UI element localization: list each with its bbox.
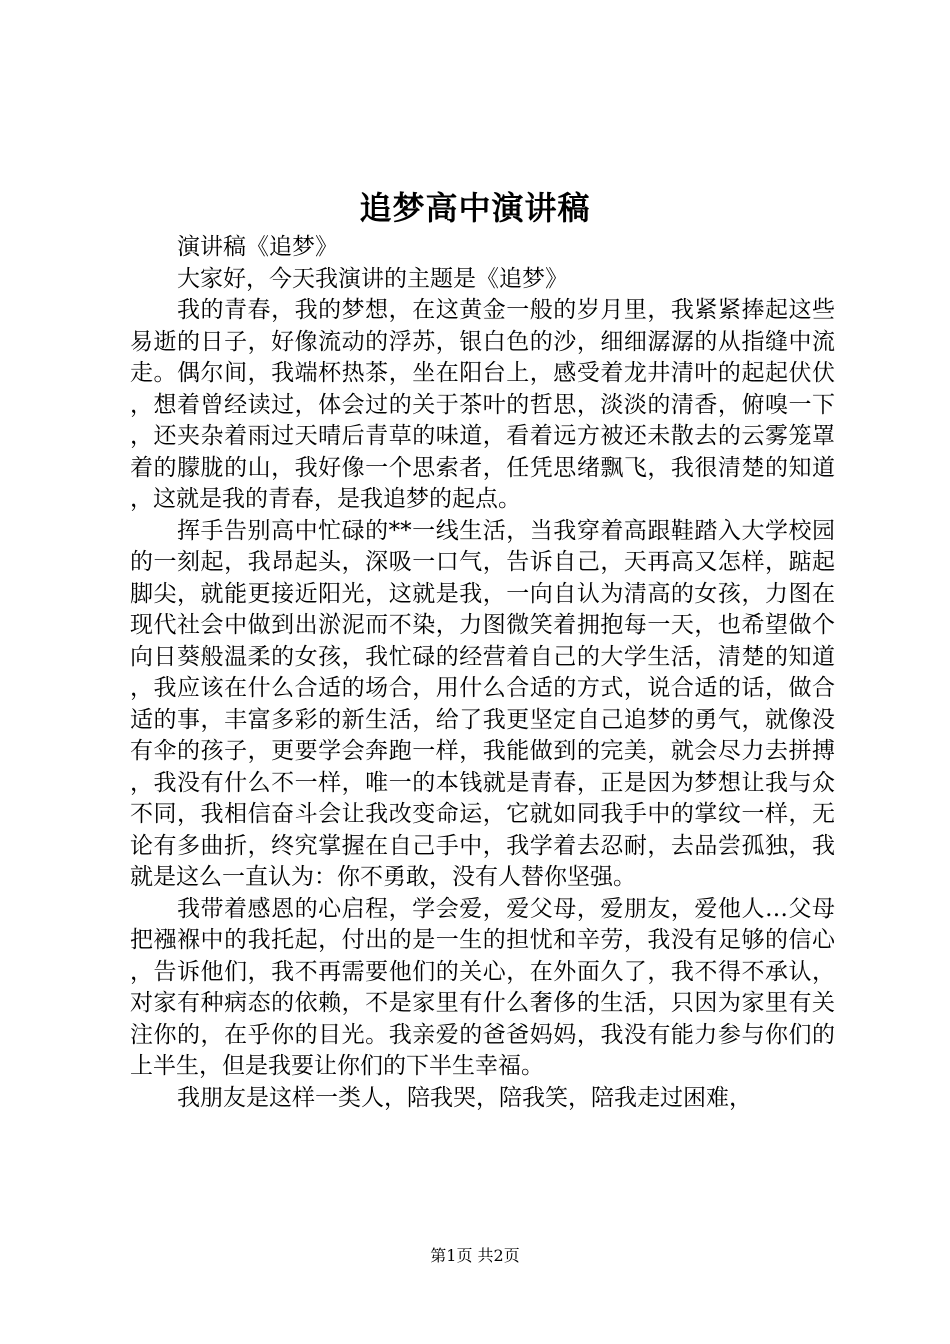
paragraph-subtitle: 演讲稿《追梦》 [177,234,338,260]
paragraph-college: 挥手告别高中忙碌的**一线生活，当我穿着高跟鞋踏入大学校园的一刻起，我昂起头，深吸一口气，告诉自己，天再高又怎样，踮起脚尖，就能更接近阳光，这就是我，一向自认为清高的女孩，力图在现代社会中做到出淤泥而不染，力图微笑着拥抱每一天，也希望做个向日葵般温柔的女孩，我忙碌的经营着自己的大学生活，清楚的知道，我应该在什么合适的场合，用什么合适的方式，说合适的话，做合适的事，丰富多彩的新生活，给了我更坚定自己追梦的勇气，就像没有伞的孩子，更要学会奔跑一样，我能做到的完美，就会尽力去拼搏，我没有什么不一样，唯一的本钱就是青春，正是因为梦想让我与众不同，我相信奋斗会让我改变命运，它就如同我手中的掌纹一样，无论有多曲折，终究掌握在自己手中，我学着去忍耐，去品尝孤独，我就是这么一直认为：你不勇敢，没有人替你坚强。 [130,517,835,890]
page-number: 第1页 共2页 [430,1246,520,1265]
paragraph-youth: 我的青春，我的梦想，在这黄金一般的岁月里，我紧紧捧起这些易逝的日子，好像流动的浮苏，银白色的沙，细细潺潺的从指缝中流走。偶尔间，我端杯热茶，坐在阳台上，感受着龙井清叶的起起伏伏，想着曾经读过，体会过的关于茶叶的哲思，淡淡的清香，俯嗅一下，还夹杂着雨过天晴后青草的味道，看着远方被还未散去的云雾笼罩着的朦胧的山，我好像一个思索者，任凭思绪飘飞，我很清楚的知道，这就是我的青春，是我追梦的起点。 [130,297,835,512]
paragraph-gratitude: 我带着感恩的心启程，学会爱，爱父母，爱朋友，爱他人…父母把襁褓中的我托起，付出的是一生的担忧和辛劳，我没有足够的信心，告诉他们，我不再需要他们的关心，在外面久了，我不得不承认，对家有种病态的依赖，不是家里有什么奢侈的生活，只因为家里有关注你的，在乎你的目光。我亲爱的爸爸妈妈，我没有能力参与你们的上半生，但是我要让你们的下半生幸福。 [130,895,835,1079]
document-body [130,232,835,1114]
paragraph-friends: 我朋友是这样一类人，陪我哭，陪我笑，陪我走过困难， [177,1084,752,1111]
paragraph-greeting: 大家好，今天我演讲的主题是《追梦》 [177,265,568,292]
document-title: 追梦高中演讲稿 [359,189,591,227]
